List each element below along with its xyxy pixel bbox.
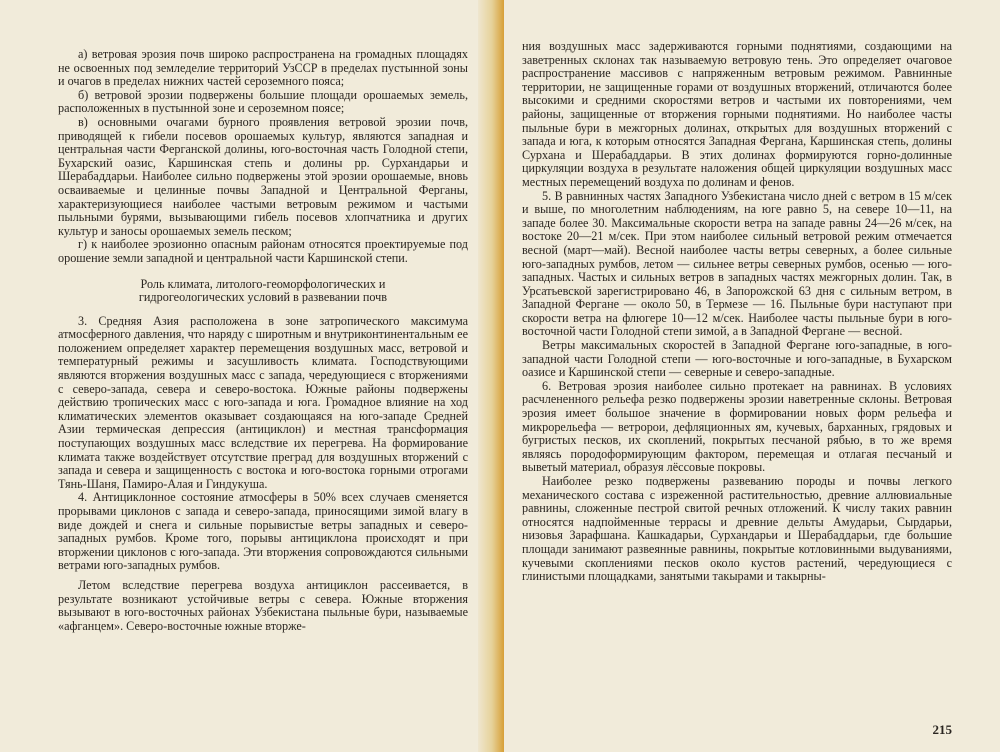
left-paragraph-b: б) ветровой эрозии подвержены большие площади орошаемых земель, расположенных в пустынной зоне и сероземном поясе; xyxy=(58,87,468,116)
right-paragraph-max-winds: Ветры максимальных скоростей в Западной Фергане юго-западные, в юго-западной части Голодной степи — юго-восточные и юго-западные, в Бухарском оазисе и Каршинской степи — северные и северо-западные. xyxy=(522,338,952,380)
left-paragraph-a: а) ветровая эрозия почв широко распространена на громадных площадях не освоенных под земледелие территорий УзССР в пределах пустынной зоны и очагов в пределах нижних частей сероземного пояса; xyxy=(58,47,468,89)
left-paragraph-summer: Летом вследствие перегрева воздуха антициклон рассеивается, в результате возникают устойчивые ветры с севера. Южные вторжения вызывают в юго-восточных районах Узбекистана пыльные бури, называемые «афганцем». Северо-восточные южные вторже- xyxy=(58,577,468,633)
right-paragraph-5: 5. В равнинных частях Западного Узбекистана число дней с ветром в 15 м/сек и выше, по многолетним наблюдениям, на юге равно 5, на севере 10—11, на западе более 30. Максимальные скорости ветра на западе равны 24—26 м/сек, на востоке 20—21 м/сек. При этом наиболее сильный ветровой режим отмечается весной (март—май). Весной наиболее часты ветры северных, а более сильные юго-западных румбов, летом — сильнее ветры северных румбов, осенью — юго-западных. Частых и сильных ветров в западных частях межгорных долин. Так, в Урсатьевской зарегистрировано 46, в Запорожской 63 дня с сильным ветром, в Западной Фергане — около 50, в Термезе — 16. Пыльные бури наступают при скорости ветра на флюгере 10—12 м/сек. Наиболее часты пыльные бури в юго-восточной части Голодной степи зимой, а в Западной Фергане — весной. xyxy=(522,188,952,339)
left-paragraph-4: 4. Антициклонное состояние атмосферы в 50% всех случаев сменяется прорывами циклонов с запада и северо-запада, приносящими зимой влагу в виде дождей и снега и сильные порывистые ветры западных и северо-западных румбов. Кроме того, порывы антициклона происходят и при вторжении циклонов с юго-запада. Эти вторжения сопровождаются сильными ветрами юго-западных румбов. xyxy=(58,490,468,573)
right-page xyxy=(504,0,1000,752)
left-paragraph-3: 3. Средняя Азия расположена в зоне затропического максимума атмосферного давления, что наряду с широтным и внутриконтинентальным ее положением определяет характер перемещения воздушных масс, ветровой и температурный режимы и засушливость климата. Господствующими являются вторжения воздушных масс с запада, чередующиеся с вторжениями с северо-запада, севера и северо-востока. Южные районы подвержены действию тропических масс с юго-запада и юга. Громадное влияние на ход климатических элементов оказывает создающаяся на юго-западе Средней Азии термическая депрессия (антициклон) и местная трансформация поступающих воздушных масс вследствие их перегрева. На формирование климата также воздействует отсутствие преград для воздушных вторжений с запада и севера и защищенность с востока и юго-востока горными отрогами Тянь-Шаня, Памиро-Алая и Гиндукуша. xyxy=(58,313,468,491)
left-paragraph-d: г) к наиболее эрозионно опасным районам относятся проектируемые под орошение земли западной и центральной части Каршинской степи. xyxy=(58,237,468,265)
right-paragraph-plains: Наиболее резко подвержены развеванию породы и почвы легкого механического состава с изреженной растительностью, древние аллювиальные равнины, сложенные пестрой свитой речных отложений. К числу таких равнин относятся надпойменные террасы и древние дельты Амударьи, Сырдарьи, низовья Зарафшана. Кашкадарьи, Сурхандарьи и Шерабаддарьи, где большие площади занимают развеянные равнины, покрытые котловинными выдуваниями, кучевыми скоплениями песков около кустов растений, чередующиеся с глинистыми площадками, занятыми такырами и такырны- xyxy=(522,474,952,584)
right-paragraph-continued: ния воздушных масс задерживаются горными поднятиями, создающими на заветренных склонах так называемую ветровую тень. Это определяет очаговое распространение массивов с напряженным ветровым режимом. Равнинные территории, не защищенные горами от воздушных вторжений, отличаются более высокими и средними скоростями ветров и частыми их повторениями, чем районы, защищенные от вторжения горными поднятиями. Но наиболее часты пыльные бури в межгорных долинах, открытых для воздушных вторжений с запада и юга, к которым относятся Западная Фергана, Каршинская степь, долины Сурхана и Шерабаддарьи. В этих долинах формируются горно-долинные циркуляции воздуха в результате наложения общей циркуляции воздушных масс местных перемещений воздуха по долинам и фенов. xyxy=(522,39,952,189)
left-page xyxy=(0,0,496,752)
section-heading: Роль климата, литолого-геоморфологических и гидрогеологических условий в развевании почв xyxy=(138,276,388,305)
left-paragraph-c: в) основными очагами бурного проявления ветровой эрозии почв, приводящей к гибели посевов орошаемых культур, являются западная и центральная части Ферганской долины, юго-восточная часть Голодной степи, Бухарский оазис, Каршинская степь и долины рр. Сурхандарьи и Шерабаддарьи. Наиболее сильно подвержены этой эрозии орошаемые, вновь осваиваемые и целинные почвы Западной и Центральной Ферганы, характеризующиеся наиболее частыми ветровым режимом и частыми пыльными бурями, вызывающими гибель посевов хлопчатника и других культур и заносы орошаемых земель песком; xyxy=(58,114,468,238)
page-number: 215 xyxy=(932,722,952,737)
right-paragraph-6: 6. Ветровая эрозия наиболее сильно протекает на равнинах. В условиях расчлененного рельефа резко подвержены эрозии наветренные склоны. Ветровая эрозия имеет большое значение в формировании новых форм рельефа и микрорельефа — ветророи, дефляционных ям, кучевых, барханных, грядовых и бугристых песков, их скоплений, покрытых песчаной рябью, в то же время являясь породоформирующим фактором, перемещая и отлагая песчаный и выветый материал, образуя лёссовые покровы. xyxy=(522,378,952,475)
